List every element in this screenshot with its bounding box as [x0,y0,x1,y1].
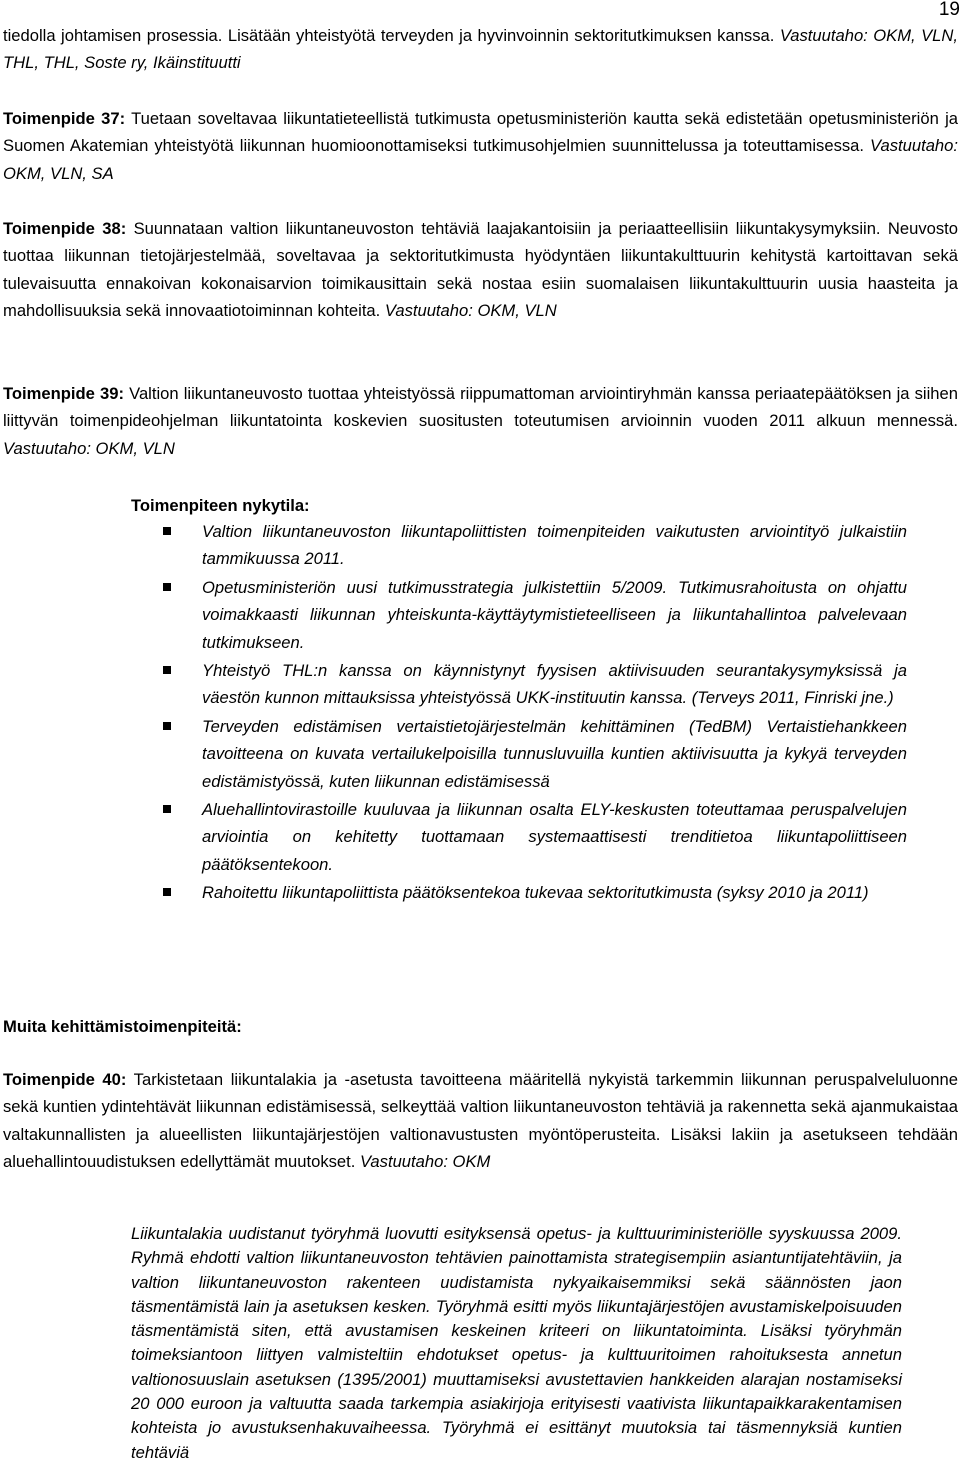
measure-39-text: Valtion liikuntaneuvosto tuottaa yhteistyössä riippumattoman arviointiryhmän kanssa periaatepäätöksen ja siihen liittyvän toimenpideohjelman liikuntatointa koskevien suositusten toteutumisen arvioinnin vuoden 2011 alkuun mennessä. [3,384,958,431]
law-reform-note: Liikuntalakia uudistanut työryhmä luovutti esityksensä opetus- ja kulttuuriministeriölle syyskuussa 2009. Ryhmä ehdotti valtion liikuntaneuvoston tehtävien painottamista strategisempiin asiantuntijatehtäviin, ja valtion liikuntaneuvoston rakenteen uudistamista nykyaikaisemmiksi sekä säännösten jaon täsmentämistä lain ja asetuksen kesken. Työryhmä esitti myös liikuntajärjestöjen avustamiskelpoisuuden täsmentämistä siten, että avustamisen keskeinen kriteeri on liikuntatoiminta. Lisäksi työryhmän toimeksiantoon liittyen valmisteltiin ehdotukset opetus- ja kulttuuritoimen rahoituksesta annetun valtionosuuslain asetuksen (1395/2001) muuttamiseksi avustettavien hankkeiden alarajan nostamiseksi 20 000 euroon ja valtuutta saada tarkempia asiakirjoja erityisesti vaativista liikuntapaikkarakentamisen kohteista jo avustuksenhakuvaiheessa. Työryhmä ei esittänyt muutoksia tai täsmennyksiä kuntien tehtäviä [131,1224,902,1462]
measure-40-paragraph [3,1066,958,1176]
measure-39-label: Toimenpide 39: [3,384,124,403]
measure-37-text: Tuetaan soveltavaa liikuntatieteellistä tutkimusta opetusministeriön kautta sekä edistetään opetusministeriön ja Suomen Akatemian yhteistyötä liikunnan huomioonottamiseksi tutkimusohjelmien suunnittelussa ja toteuttamisessa. [3,109,958,156]
list-item-text: Valtion liikuntaneuvoston liikuntapoliittisten toimenpiteiden vaikutusten arviointityö julkaistiin tammikuussa 2011. [202,522,907,569]
square-bullet-icon [163,888,171,896]
measure-37-paragraph [3,105,958,187]
measure-38-label: Toimenpide 38: [3,219,127,238]
square-bullet-icon [163,805,171,813]
list-item [131,879,907,906]
page-number: 19 [938,0,960,20]
measure-39-responsible: Vastuutaho: OKM, VLN [3,438,175,458]
measure-38-responsible: Vastuutaho: OKM, VLN [384,301,557,321]
intro-paragraph [3,22,958,77]
measure-37-responsible: Vastuutaho: OKM, VLN, SA [3,136,958,183]
list-item [131,796,907,878]
list-item [131,657,907,712]
list-item-text: Aluehallintovirastoille kuuluvaa ja liikunnan osalta ELY-keskusten toteuttamaa peruspalvelujen arviointia on kehitetty tuottamaan systemaattisesti trenditietoa liikuntapoliittiseen päätöksentekoon. [202,800,907,874]
status-heading: Toimenpiteen nykytila: [131,496,310,515]
measure-40-text: Tarkistetaan liikuntalakia ja -asetusta tavoitteena määritellä nykyistä tarkemmin liikunnan peruspalveluluonne sekä kuntien ydintehtävät liikunnan edistämisessä, selkeyttää valtion liikuntaneuvoston tehtäviä ja rakennetta sekä ajanmukaistaa valtakunnallisten ja alueellisten liikuntajärjestöjen valtionavustusten myöntöperusteita. Lisäksi lakiin ja asetukseen tehdään aluehallintouudistuksen edellyttämät muutokset. [3,1070,958,1172]
measure-38-paragraph [3,215,958,325]
list-item [131,713,907,795]
intro-responsible: Vastuutaho: OKM, VLN, THL, THL, Soste ry, Ikäinstituutti [3,26,958,73]
measure-40-responsible: Vastuutaho: OKM [359,1152,491,1172]
list-item-text: Opetusministeriön uusi tutkimusstrategia julkistettiin 5/2009. Tutkimusrahoitusta on ohjattu voimakkaasti liikunnan yhteiskunta-käyttäytymistieteelliseen ja liikuntahallintoa palvelevaan tutkimukseen. [202,577,907,652]
list-item [131,574,907,656]
measure-37-label: Toimenpide 37: [3,109,126,128]
status-list [131,518,907,907]
square-bullet-icon [163,666,171,674]
list-item-text: Terveyden edistämisen vertaistietojärjestelmän kehittäminen (TedBM) Vertaistiehankkeen tavoitteena on kuvata vertailukelpoisilla tunnusluvuilla kuntien aktiivisuutta ja kykyä terveyden edistämistyössä, kuten liikunnan edistämisessä [202,716,907,791]
list-item-text: Yhteistyö THL:n kanssa on käynnistynyt fyysisen aktiivisuuden seurantakysymyksissä ja väestön kunnon mittauksissa yhteistyössä UKK-instituutin kanssa. (Terveys 2011, Finriski jne.) [202,661,907,708]
intro-text: tiedolla johtamisen prosessia. Lisätään yhteistyötä terveyden ja hyvinvoinnin sektoritutkimuksen kanssa. [3,26,780,45]
measure-38-text: Suunnataan valtion liikuntaneuvoston tehtäviä laajakantoisiin ja periaatteellisiin liikuntakysymyksiin. Neuvosto tuottaa liikunnan tietojärjestelmää, soveltavaa ja sektoritutkimusta hyödyntäen liikuntakulttuurin kehitystä kartoittavan sekä tulevaisuutta ennakoivan kokonaisarvion toimikausittain sekä nostaa esiin suomalaisen liikuntakulttuurin uusia haasteita ja mahdollisuuksia sekä innovaatiotoiminnan kohteita. [3,219,958,321]
measure-39-paragraph [3,380,958,462]
square-bullet-icon [163,583,171,591]
other-measures-heading: Muita kehittämistoimenpiteitä: [3,1017,242,1036]
square-bullet-icon [163,722,171,730]
square-bullet-icon [163,527,171,535]
measure-40-label: Toimenpide 40: [3,1070,127,1089]
list-item-text: Rahoitettu liikuntapoliittista päätöksentekoa tukevaa sektoritutkimusta (syksy 2010 ja 2011) [202,883,869,903]
list-item [131,518,907,573]
